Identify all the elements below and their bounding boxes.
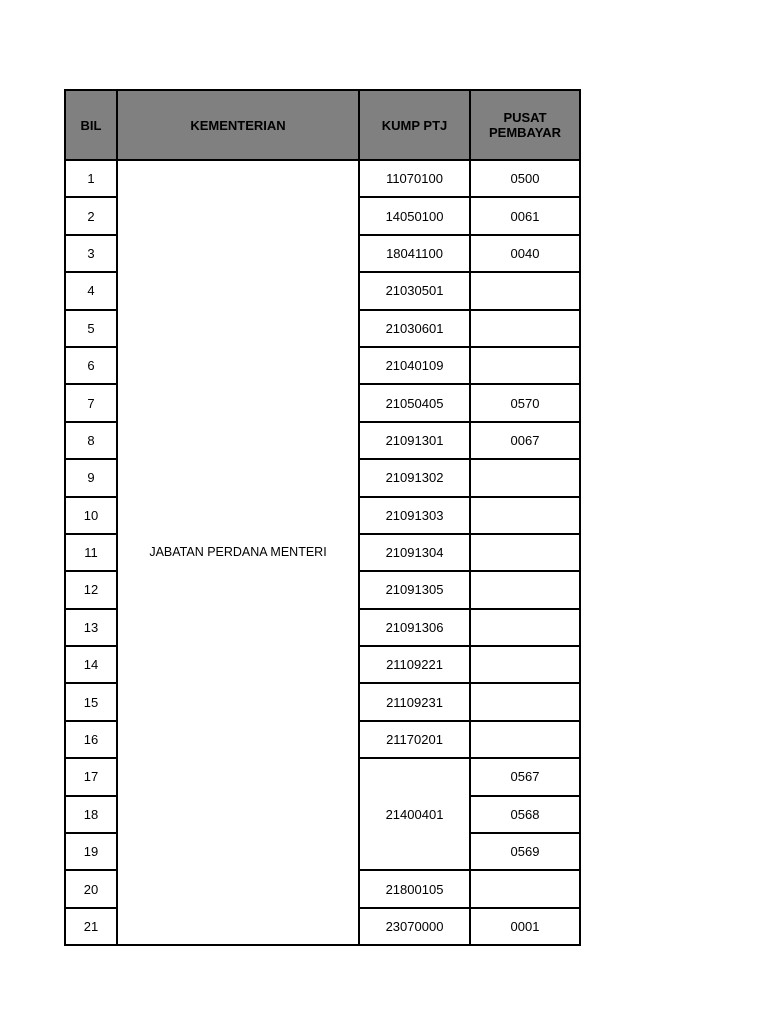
- cell-kump-ptj: 21091302: [359, 459, 470, 496]
- ptj-table: [64, 89, 581, 946]
- cell-pusat-pembayar: [470, 571, 580, 608]
- cell-kump-ptj: 21109231: [359, 683, 470, 720]
- header-kementerian: KEMENTERIAN: [117, 90, 359, 160]
- table-row: [65, 160, 580, 197]
- cell-pusat-pembayar: [470, 721, 580, 758]
- cell-bil: 21: [65, 908, 117, 945]
- cell-kump-ptj: 21091306: [359, 609, 470, 646]
- table-body: [65, 160, 580, 945]
- cell-bil: 6: [65, 347, 117, 384]
- cell-bil: 8: [65, 422, 117, 459]
- cell-pusat-pembayar: [470, 497, 580, 534]
- cell-pusat-pembayar: 0061: [470, 197, 580, 234]
- cell-kump-ptj: 21091304: [359, 534, 470, 571]
- cell-kump-ptj: 21800105: [359, 870, 470, 907]
- cell-pusat-pembayar: [470, 310, 580, 347]
- cell-pusat-pembayar: [470, 272, 580, 309]
- cell-bil: 7: [65, 384, 117, 421]
- cell-kump-ptj: 21040109: [359, 347, 470, 384]
- header-pusat-line1: PUSAT: [503, 110, 547, 125]
- cell-kump-ptj: 21030601: [359, 310, 470, 347]
- cell-pusat-pembayar: [470, 347, 580, 384]
- cell-kump-ptj: 21091305: [359, 571, 470, 608]
- cell-bil: 5: [65, 310, 117, 347]
- cell-pusat-pembayar: 0067: [470, 422, 580, 459]
- header-bil: BIL: [65, 90, 117, 160]
- cell-bil: 11: [65, 534, 117, 571]
- cell-pusat-pembayar: 0040: [470, 235, 580, 272]
- cell-pusat-pembayar: [470, 870, 580, 907]
- cell-kump-ptj: 23070000: [359, 908, 470, 945]
- cell-kump-ptj: 11070100: [359, 160, 470, 197]
- cell-pusat-pembayar: [470, 459, 580, 496]
- header-kump-ptj: KUMP PTJ: [359, 90, 470, 160]
- cell-pusat-pembayar: [470, 683, 580, 720]
- cell-bil: 10: [65, 497, 117, 534]
- cell-bil: 4: [65, 272, 117, 309]
- cell-pusat-pembayar: [470, 609, 580, 646]
- header-row: [65, 90, 580, 160]
- cell-kump-ptj: 21170201: [359, 721, 470, 758]
- header-pusat-pembayar: [470, 90, 580, 160]
- cell-pusat-pembayar: 0569: [470, 833, 580, 870]
- cell-pusat-pembayar: 0567: [470, 758, 580, 795]
- cell-pusat-pembayar: 0570: [470, 384, 580, 421]
- cell-bil: 9: [65, 459, 117, 496]
- cell-bil: 19: [65, 833, 117, 870]
- cell-bil: 2: [65, 197, 117, 234]
- cell-bil: 13: [65, 609, 117, 646]
- cell-kump-ptj: 21050405: [359, 384, 470, 421]
- cell-kump-ptj: 21400401: [359, 758, 470, 870]
- cell-bil: 14: [65, 646, 117, 683]
- cell-kump-ptj: 14050100: [359, 197, 470, 234]
- cell-kementerian: JABATAN PERDANA MENTERI: [117, 160, 359, 945]
- cell-bil: 20: [65, 870, 117, 907]
- cell-bil: 17: [65, 758, 117, 795]
- cell-pusat-pembayar: 0568: [470, 796, 580, 833]
- cell-bil: 1: [65, 160, 117, 197]
- header-pusat-line2: PEMBAYAR: [488, 125, 561, 140]
- cell-kump-ptj: 21030501: [359, 272, 470, 309]
- cell-pusat-pembayar: 0001: [470, 908, 580, 945]
- cell-bil: 18: [65, 796, 117, 833]
- cell-kump-ptj: 21091303: [359, 497, 470, 534]
- cell-pusat-pembayar: 0500: [470, 160, 580, 197]
- cell-kump-ptj: 21109221: [359, 646, 470, 683]
- cell-kump-ptj: 21091301: [359, 422, 470, 459]
- cell-bil: 15: [65, 683, 117, 720]
- cell-bil: 16: [65, 721, 117, 758]
- cell-kump-ptj: 18041100: [359, 235, 470, 272]
- cell-pusat-pembayar: [470, 534, 580, 571]
- cell-pusat-pembayar: [470, 646, 580, 683]
- cell-bil: 3: [65, 235, 117, 272]
- cell-bil: 12: [65, 571, 117, 608]
